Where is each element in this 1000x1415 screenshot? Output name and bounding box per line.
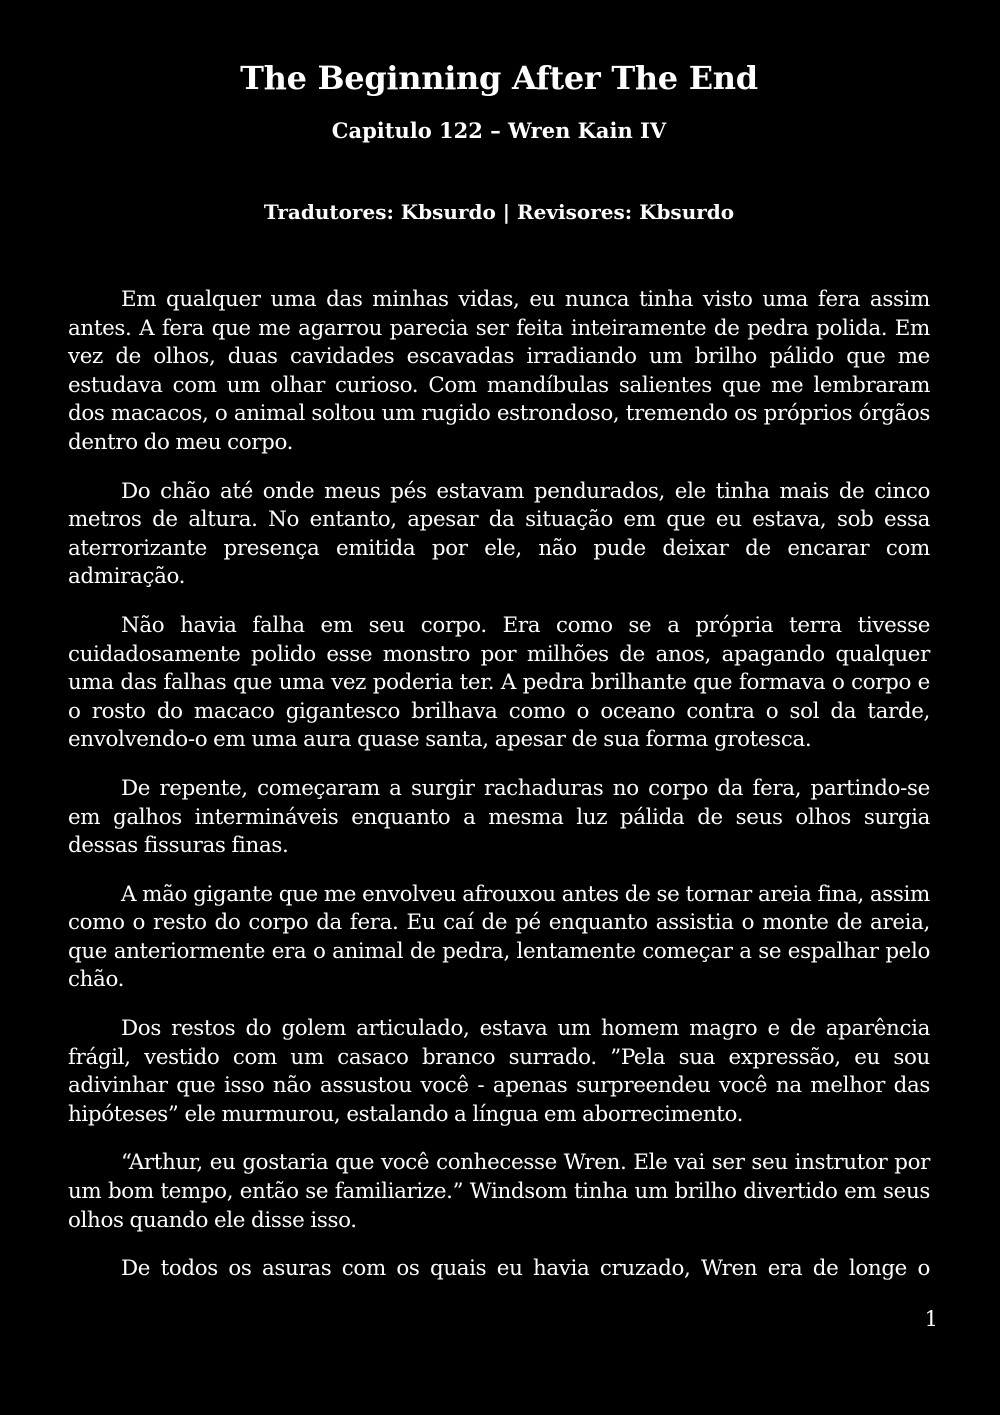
paragraph: Não havia falha em seu corpo. Era como se a própria terra tivesse cuidadosamente polido esse monstro por milhões de anos, apagando qualquer uma das falhas que uma vez poderia ter. A pedra brilhante que formava o corpo e o rosto do macaco gigantesco brilhava como o oceano contra o sol da tarde, envolvendo-o em uma aura quase santa, apesar de sua forma grotesca. (68, 612, 930, 753)
translator-credits: Tradutores: Kbsurdo | Revisores: Kbsurdo (263, 200, 735, 224)
page-number: 1 (924, 1307, 938, 1331)
paragraph: A mão gigante que me envolveu afrouxou antes de se tornar areia fina, assim como o resto do corpo da fera. Eu caí de pé enquanto assistia o monte de areia, que anteriormente era o animal de pedra, lentamente começar a se espalhar pelo chão. (68, 881, 930, 993)
paragraph: “Arthur, eu gostaria que você conhecesse Wren. Ele vai ser seu instrutor por um bom tempo, então se familiarize.” Windsom tinha um brilho divertido em seus olhos quando ele disse isso. (68, 1150, 930, 1233)
paragraph: Do chão até onde meus pés estavam pendurados, ele tinha mais de cinco metros de altura. No entanto, apesar da situação em que eu estava, sob essa aterrorizante presença emitida por ele, não pude deixar de encarar com admiração. (68, 478, 930, 590)
paragraph: Em qualquer uma das minhas vidas, eu nunca tinha visto uma fera assim antes. A fera que me agarrou parecia ser feita inteiramente de pedra polida. Em vez de olhos, duas cavidades escavadas irradiando um brilho pálido que me estudava com um olhar curioso. Com mandíbulas salientes que me lembraram dos macacos, o animal soltou um rugido estrondoso, tremendo os próprios órgãos dentro do meu corpo. (68, 287, 930, 455)
document-title: The Beginning After The End (240, 59, 758, 97)
paragraph: De repente, começaram a surgir rachaduras no corpo da fera, partindo-se em galhos intermináveis enquanto a mesma luz pálida de seus olhos surgia dessas fissuras finas. (68, 775, 930, 859)
chapter-body (68, 286, 930, 1304)
paragraph-continued: De todos os asuras com os quais eu havia cruzado, Wren era de longe o (121, 1256, 930, 1282)
chapter-subtitle: Capitulo 122 – Wren Kain IV (331, 118, 667, 143)
paragraph: Dos restos do golem articulado, estava um homem magro e de aparência frágil, vestido com um casaco branco surrado. ”Pela sua expressão, eu sou adivinhar que isso não assustou você - apenas surpreendeu você na melhor das hipóteses” ele murmurou, estalando a língua em aborrecimento. (68, 1016, 930, 1127)
